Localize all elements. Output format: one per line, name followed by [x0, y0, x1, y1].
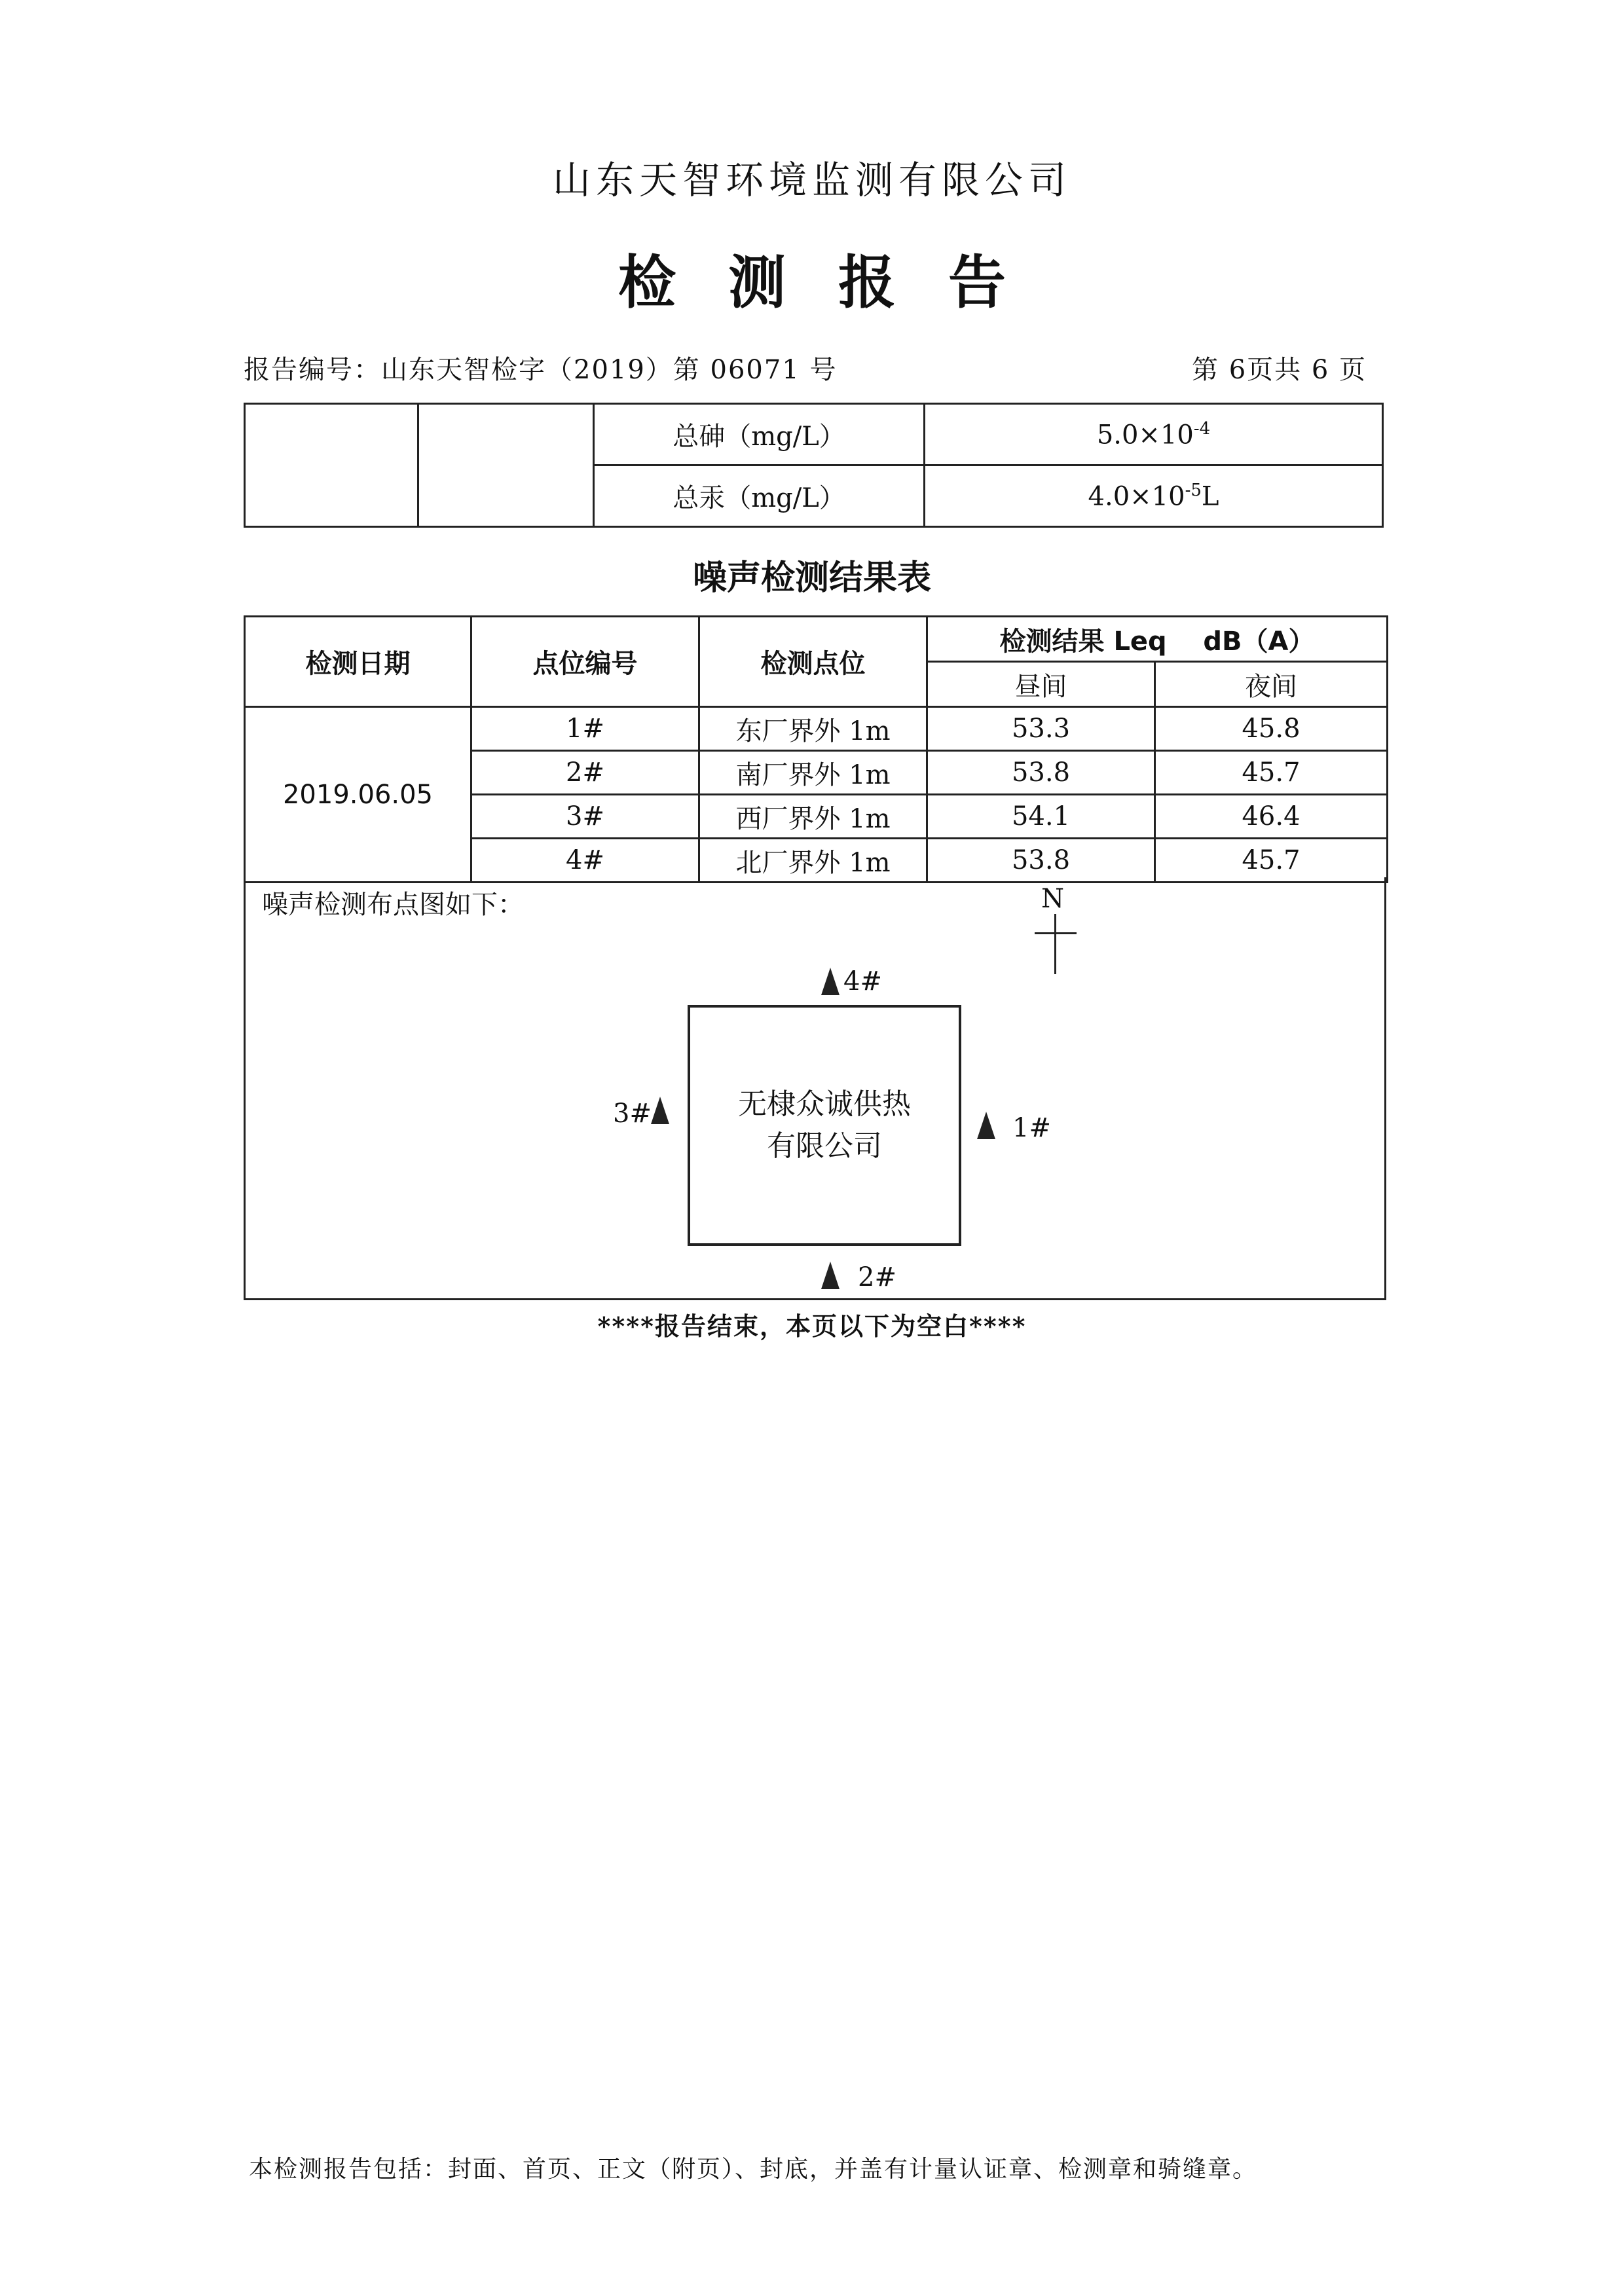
- day-cell: 53.8: [927, 751, 1155, 795]
- heavy-metal-table: [244, 403, 1384, 528]
- date-cell: 2019.06.05: [245, 707, 471, 883]
- table-row: [245, 707, 1388, 751]
- point-2-label: 2#: [858, 1262, 896, 1292]
- header-date: 检测日期: [245, 617, 471, 707]
- header-point-no: 点位编号: [471, 617, 699, 707]
- day-cell: 54.1: [927, 795, 1155, 839]
- header-night: 夜间: [1155, 662, 1388, 707]
- day-cell: 53.8: [927, 839, 1155, 883]
- night-cell: 45.7: [1155, 751, 1388, 795]
- table-row: [245, 404, 1383, 465]
- point-1-marker-icon: [977, 1112, 995, 1139]
- item-cell: 总砷（mg/L）: [594, 404, 925, 465]
- location-cell: 南厂界外 1m: [699, 751, 927, 795]
- day-cell: 53.3: [927, 707, 1155, 751]
- north-label: N: [1041, 884, 1064, 914]
- location-cell: 西厂界外 1m: [699, 795, 927, 839]
- page-number: 第 6页共 6 页: [1192, 355, 1367, 385]
- location-cell: 北厂界外 1m: [699, 839, 927, 883]
- point-4-marker-icon: [821, 968, 840, 995]
- night-cell: 45.8: [1155, 707, 1388, 751]
- company-name: 山东天智环境监测有限公司: [552, 158, 1071, 202]
- point-cell: 1#: [471, 707, 699, 751]
- noise-table-title: 噪声检测结果表: [692, 558, 931, 598]
- point-3-marker-icon: [651, 1097, 669, 1124]
- north-arrow-crossbar: [1035, 932, 1077, 934]
- item-cell: 总汞（mg/L）: [594, 465, 925, 527]
- location-cell: 东厂界外 1m: [699, 707, 927, 751]
- point-cell: 4#: [471, 839, 699, 883]
- report-title: 检测报告: [618, 248, 1058, 316]
- header-result: 检测结果 Leq dB（A）: [927, 617, 1388, 662]
- point-1-label: 1#: [1012, 1113, 1051, 1143]
- factory-outline: [688, 1005, 961, 1246]
- footer-note: 本检测报告包括：封面、首页、正文（附页）、封底，并盖有计量认证章、检测章和骑缝章。: [249, 2156, 1258, 2183]
- empty-cell: [245, 404, 418, 527]
- factory-name: 无棣众诚供热有限公司: [738, 1087, 911, 1163]
- north-arrow-icon: [1054, 914, 1056, 974]
- point-3-label: 3#: [613, 1099, 652, 1129]
- empty-cell: [418, 404, 594, 527]
- night-cell: 45.7: [1155, 839, 1388, 883]
- header-row: [245, 617, 1388, 662]
- report-number: 报告编号：山东天智检字（2019）第 06071 号: [244, 355, 838, 385]
- value-cell: $4.0\times 10^{-5}L$: [925, 465, 1383, 527]
- night-cell: 46.4: [1155, 795, 1388, 839]
- end-note: ****报告结束，本页以下为空白****: [597, 1311, 1027, 1341]
- header-day: 昼间: [927, 662, 1155, 707]
- value-cell: $5.0\times 10^{-4}$: [925, 404, 1383, 465]
- map-caption: 噪声检测布点图如下：: [262, 890, 524, 920]
- point-cell: 2#: [471, 751, 699, 795]
- point-2-marker-icon: [821, 1262, 840, 1289]
- noise-results-table: [244, 615, 1388, 883]
- point-4-label: 4#: [843, 966, 882, 996]
- header-location: 检测点位: [699, 617, 927, 707]
- point-cell: 3#: [471, 795, 699, 839]
